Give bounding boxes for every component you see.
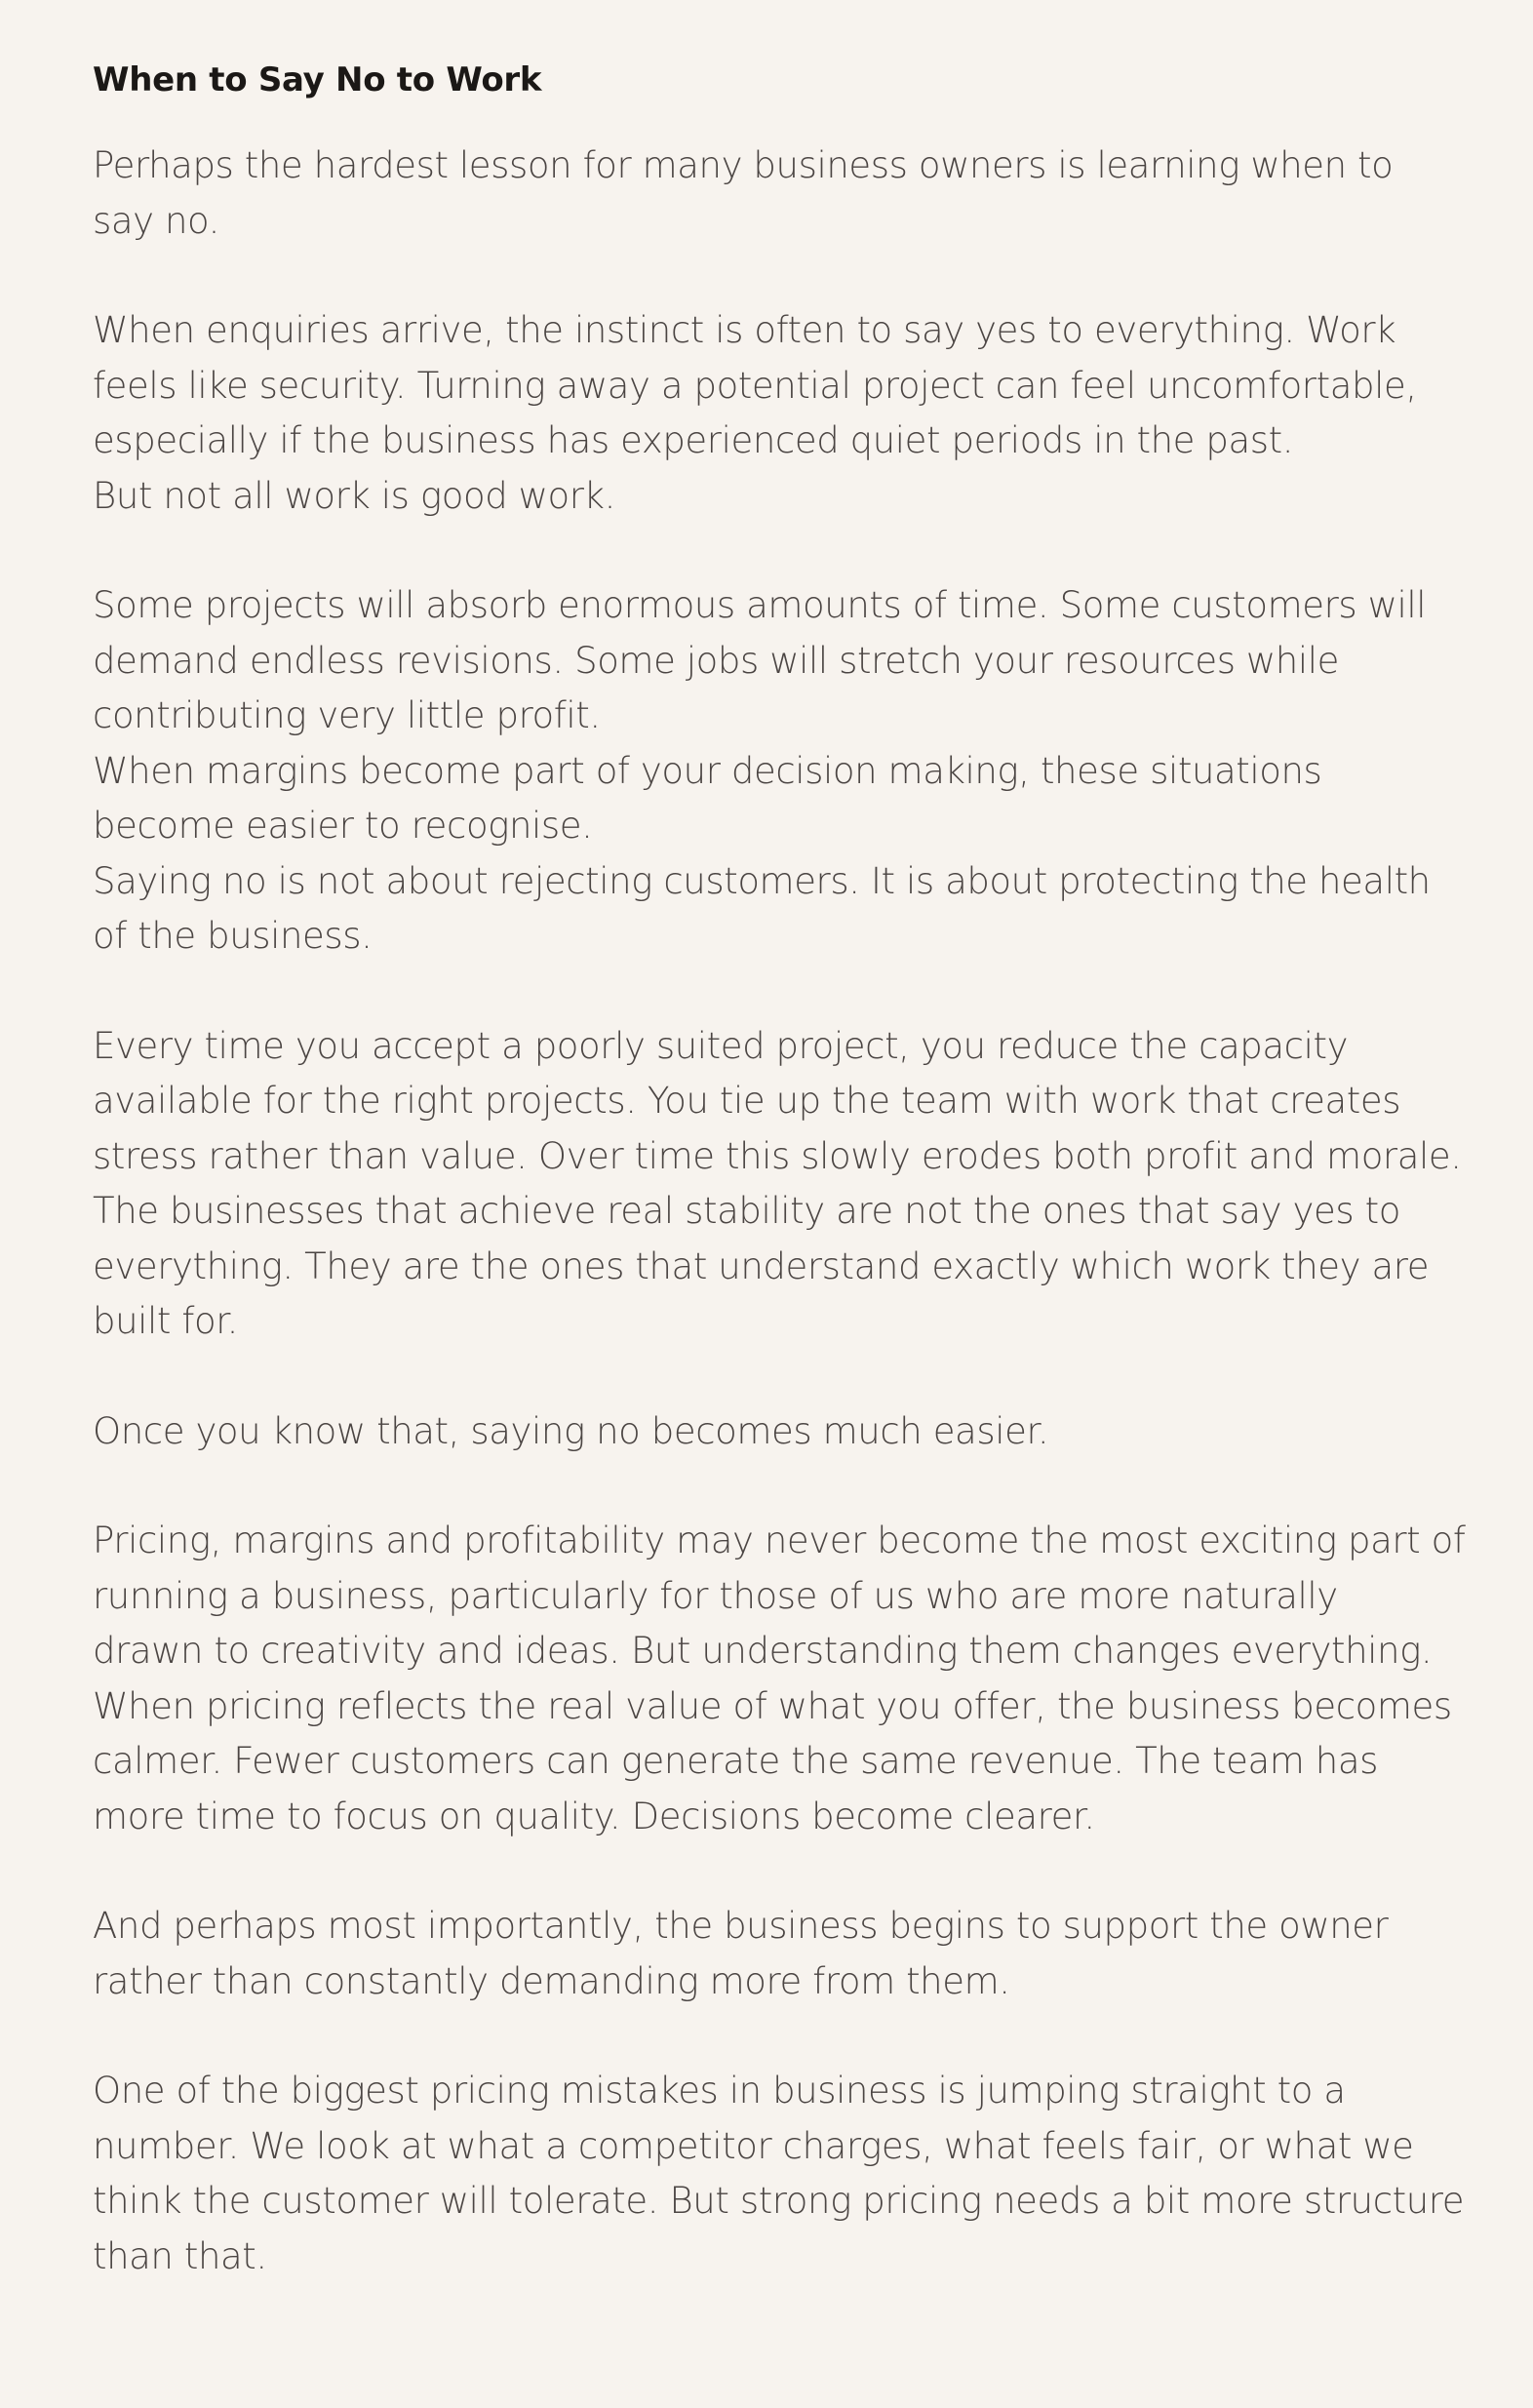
paragraph: [93, 1019, 1462, 1350]
paragraph-line: Pricing, margins and profitability may never become the most exciting part of: [93, 1520, 1466, 1561]
paragraph-line: contributing very little profit.: [93, 694, 601, 736]
paragraph-line: think the customer will tolerate. But strong pricing needs a bit more structure: [93, 2180, 1465, 2222]
paragraph-line: Perhaps the hardest lesson for many business owners is learning when to: [93, 144, 1394, 186]
paragraph-line: especially if the business has experienced quiet periods in the past.: [93, 419, 1294, 461]
paragraph-line: number. We look at what a competitor charges, what feels fair, or what we: [93, 2124, 1414, 2167]
paragraph-line: more time to focus on quality. Decisions become clearer.: [93, 1795, 1095, 1837]
paragraph-line: When pricing reflects the real value of what you offer, the business becomes: [93, 1684, 1452, 1727]
paragraph: [93, 1899, 1440, 2009]
paragraph-line: But not all work is good work.: [93, 474, 615, 517]
paragraph-line: everything. They are the ones that understand exactly which work they are: [93, 1244, 1430, 1287]
article-title: When to Say No to Work: [93, 60, 542, 99]
paragraph-line: Once you know that, saying no becomes much easier.: [93, 1409, 1049, 1452]
paragraph: [93, 138, 1440, 249]
paragraph-line: When margins become part of your decision making, these situations: [93, 749, 1322, 792]
paragraph-line: Every time you accept a poorly suited project, you reduce the capacity: [93, 1024, 1349, 1067]
paragraph: [93, 1404, 1440, 1460]
paragraph-line: of the business.: [93, 915, 373, 957]
paragraph-line: calmer. Fewer customers can generate the same revenue. The team has: [93, 1740, 1378, 1782]
paragraph-line: feels like security. Turning away a potential project can feel uncomfortable,: [93, 364, 1417, 407]
paragraph-line: become easier to recognise.: [93, 805, 593, 847]
paragraph-line: than that.: [93, 2234, 267, 2277]
paragraph: [93, 303, 1440, 524]
paragraph-line: rather than constantly demanding more from them.: [93, 1959, 1010, 2002]
paragraph-line: say no.: [93, 199, 220, 242]
article-body: [93, 138, 1466, 2284]
paragraph-line: running a business, particularly for those of us who are more naturally: [93, 1574, 1338, 1617]
paragraph-line: When enquiries arrive, the instinct is often to say yes to everything. Work: [93, 309, 1396, 351]
paragraph-line: Some projects will absorb enormous amounts of time. Some customers will: [93, 584, 1427, 626]
paragraph: [93, 1514, 1466, 1844]
paragraph-line: One of the biggest pricing mistakes in business is jumping straight to a: [93, 2070, 1346, 2112]
paragraph-line: built for.: [93, 1300, 239, 1342]
paragraph-line: drawn to creativity and ideas. But understanding them changes everything.: [93, 1630, 1433, 1672]
paragraph-line: available for the right projects. You tie up the team with work that creates: [93, 1080, 1401, 1122]
paragraph-line: Saying no is not about rejecting customers. It is about protecting the health: [93, 859, 1431, 902]
paragraph-line: stress rather than value. Over time this slowly erodes both profit and morale.: [93, 1134, 1462, 1177]
paragraph: [93, 2064, 1465, 2284]
paragraph-line: The businesses that achieve real stability are not the ones that say yes to: [93, 1190, 1400, 1232]
paragraph-line: And perhaps most importantly, the business begins to support the owner: [93, 1905, 1389, 1947]
paragraph-line: demand endless revisions. Some jobs will stretch your resources while: [93, 639, 1339, 682]
paragraph: [93, 578, 1440, 965]
